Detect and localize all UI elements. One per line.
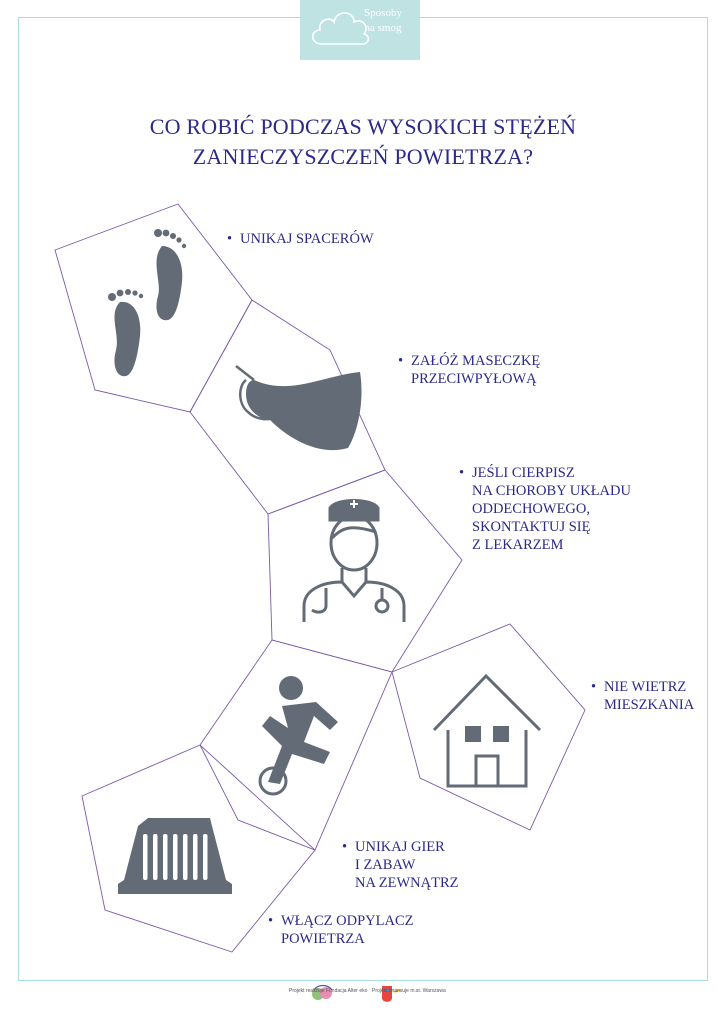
tip-air-purifier: • WŁĄCZ ODPYLACZ POWIETRZA: [268, 913, 414, 947]
tip-line: JEŚLI CIERPISZ: [472, 465, 575, 481]
tip-line: NA ZEWNĄTRZ: [355, 875, 459, 891]
tip-line: UNIKAJ GIER: [355, 839, 445, 855]
tip-line: UNIKAJ SPACERÓW: [240, 231, 374, 247]
badge-line1: Sposoby: [364, 7, 402, 19]
tip-avoid-walks: • UNIKAJ SPACERÓW: [227, 231, 374, 247]
tip-line: WŁĄCZ ODPYLACZ: [281, 913, 414, 929]
tip-wear-mask: • ZAŁÓŻ MASECZKĘ PRZECIWPYŁOWĄ: [398, 353, 541, 387]
footer-right: Projekt finansuje m.st. Warszawa: [372, 988, 446, 994]
tip-no-ventilation: • NIE WIETRZ MIESZKANIA: [591, 679, 695, 713]
tip-line: PRZECIWPYŁOWĄ: [411, 371, 537, 387]
tip-line: SKONTAKTUJ SIĘ: [472, 519, 591, 535]
tip-line: NA CHOROBY UKŁADU: [472, 483, 631, 499]
tip-avoid-outdoor-games: • UNIKAJ GIER I ZABAW NA ZEWNĄTRZ: [342, 839, 459, 891]
title-line2: ZANIECZYSZCZEŃ POWIETRZA?: [192, 144, 534, 169]
tip-line: POWIETRZA: [281, 931, 365, 947]
tip-line: ODDECHOWEGO,: [472, 501, 590, 517]
title-line1: CO ROBIĆ PODCZAS WYSOKICH STĘŻEŃ: [149, 114, 577, 139]
tip-line: ZAŁÓŻ MASECZKĘ: [411, 353, 541, 369]
tip-line: Z LEKARZEM: [472, 537, 564, 553]
tip-line: I ZABAW: [355, 857, 416, 873]
footer-left: Projekt realizuje Fundacja Alter eko: [289, 988, 368, 994]
tip-contact-doctor: • JEŚLI CIERPISZ NA CHOROBY UKŁADU ODDECHOWEGO, SKONTAKTUJ SIĘ Z LEKARZEM: [459, 465, 631, 553]
badge-line2: na smog: [364, 22, 402, 34]
tip-line: MIESZKANIA: [604, 697, 695, 713]
tip-line: NIE WIETRZ: [604, 679, 687, 695]
